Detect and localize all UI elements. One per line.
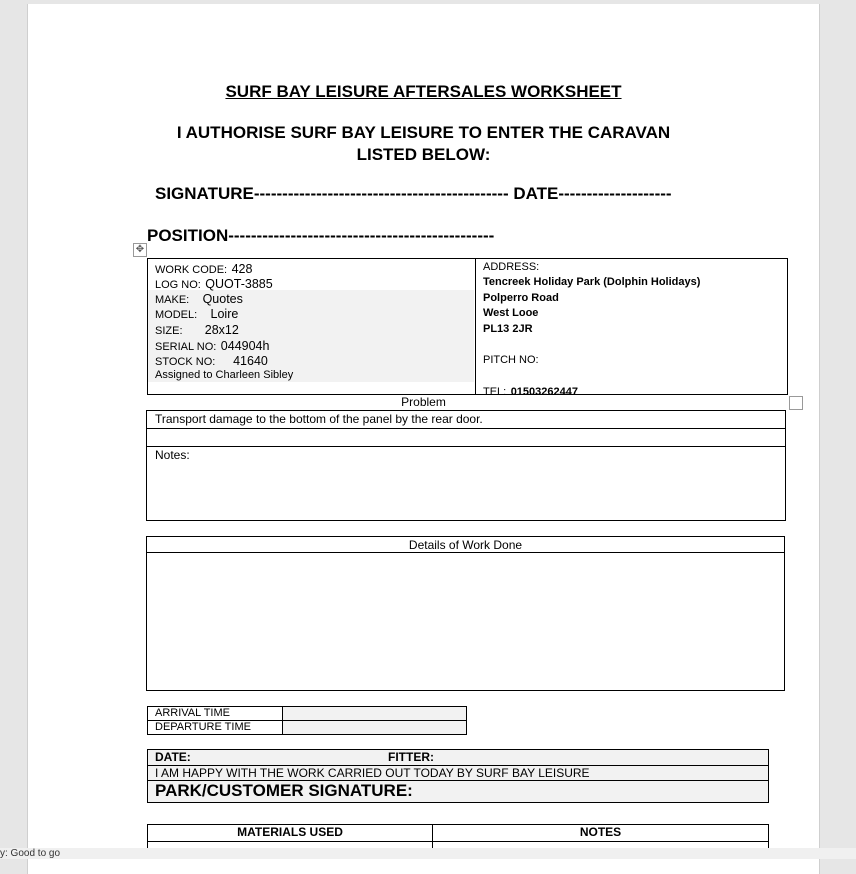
date-label: DATE: [155, 750, 191, 764]
signature-date-line: SIGNATURE--------------------------------------------- DATE-------------------- [155, 184, 672, 203]
notes-header: NOTES [579, 825, 622, 839]
log-no-row: LOG NO: QUOT-3885 [155, 277, 273, 291]
address-line-4: PL13 2JR [483, 323, 533, 335]
materials-used-header: MATERIALS USED [237, 825, 343, 839]
column-divider [475, 259, 476, 394]
satisfaction-statement: I AM HAPPY WITH THE WORK CARRIED OUT TODAY BY SURF BAY LEISURE [155, 766, 590, 780]
cell-marker [789, 396, 803, 410]
serial-no-row: SERIAL NO: 044904h [155, 339, 270, 353]
stock-no-row: STOCK NO: 41640 [155, 354, 268, 368]
table-move-handle-icon[interactable]: ✥ [133, 243, 147, 257]
fitter-label: FITTER: [388, 750, 434, 764]
document-page [27, 4, 820, 874]
row-divider [147, 446, 785, 447]
row-divider [147, 552, 784, 553]
work-code-value[interactable]: 428 [231, 262, 253, 276]
size-row: SIZE: 28x12 [155, 323, 239, 337]
arrival-time-label: ARRIVAL TIME [155, 707, 230, 719]
work-done-table [146, 536, 785, 691]
make-row: MAKE: Quotes [155, 292, 243, 306]
problem-heading: Problem [401, 395, 446, 409]
status-bar [0, 848, 856, 859]
worksheet-title: SURF BAY LEISURE AFTERSALES WORKSHEET [225, 82, 622, 101]
position-line: POSITION----------------------------------------------- [147, 226, 495, 245]
address-line-3: West Looe [483, 307, 539, 319]
customer-signature-label: PARK/CUSTOMER SIGNATURE: [155, 781, 413, 800]
problem-table [146, 410, 786, 521]
row-divider [148, 841, 768, 842]
notes-label: Notes: [155, 448, 190, 462]
departure-time-label: DEPARTURE TIME [155, 721, 251, 733]
signoff-table [147, 749, 769, 803]
caravan-info-table [147, 258, 788, 398]
model-row: MODEL: Loire [155, 307, 239, 321]
address-line-2: Polperro Road [483, 292, 559, 304]
pitch-no: PITCH NO: [483, 354, 539, 366]
tel-row: TEL: 01503262447 [483, 386, 578, 398]
authorisation-statement: I AUTHORISE SURF BAY LEISURE TO ENTER THE CARAVAN LISTED BELOW: [176, 123, 671, 164]
address-label: ADDRESS: [483, 261, 540, 273]
work-code-row: WORK CODE: 428 [155, 262, 253, 276]
status-text: y: Good to go [0, 848, 61, 859]
problem-text[interactable]: Transport damage to the bottom of the panel by the rear door. [155, 412, 483, 426]
assigned-to: Assigned to Charleen Sibley [155, 369, 294, 381]
work-done-heading: Details of Work Done [408, 538, 523, 552]
row-divider [147, 428, 785, 429]
address-line-1: Tencreek Holiday Park (Dolphin Holidays) [483, 276, 701, 288]
time-table [147, 706, 467, 735]
